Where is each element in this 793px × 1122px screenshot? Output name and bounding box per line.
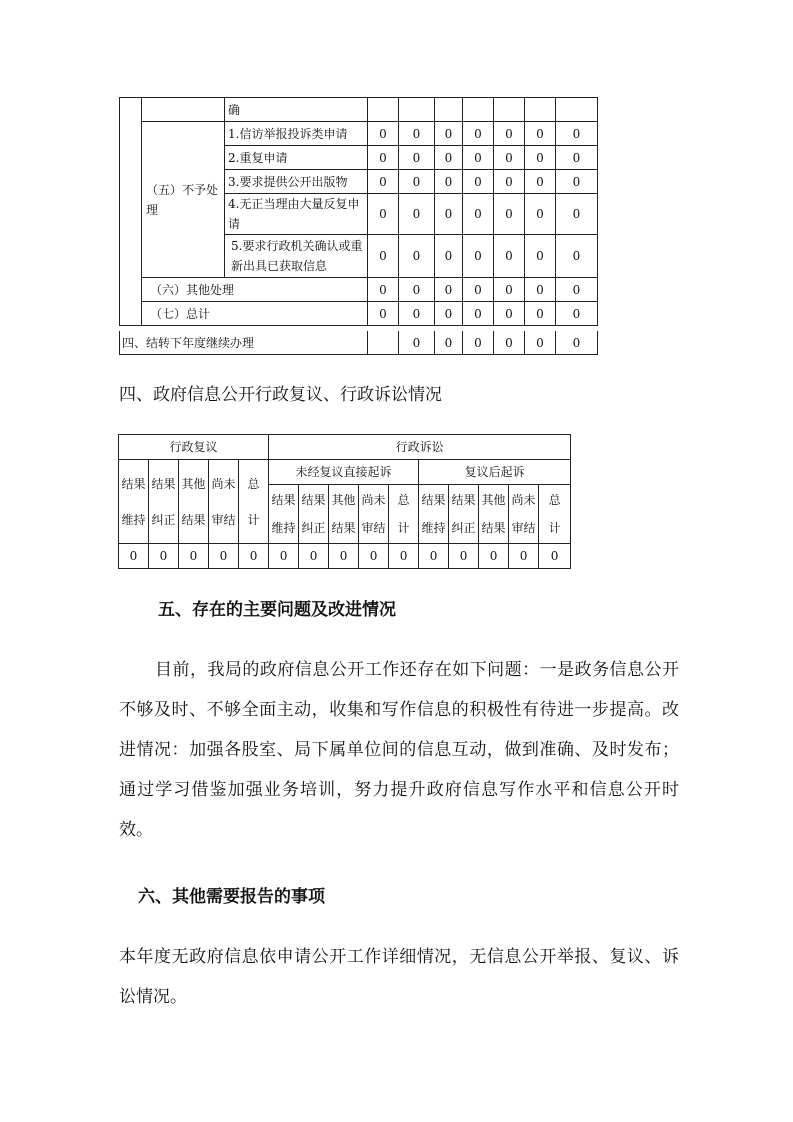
cell-value: 0	[435, 331, 463, 355]
sub-header: 结果 纠正	[449, 485, 479, 544]
cell-value: 0	[525, 122, 556, 146]
row-label: （七）总计	[142, 302, 368, 326]
cell-value: 0	[525, 302, 556, 326]
cell-value: 0	[463, 122, 494, 146]
cell-value: 0	[463, 235, 494, 278]
sub-header: 总 计	[539, 485, 571, 544]
cell-value: 0	[399, 235, 435, 278]
litigation-header: 行政诉讼	[269, 435, 571, 460]
sub-header: 尚未 审结	[209, 460, 239, 544]
cell-value: 0	[435, 146, 463, 170]
cell-value: 0	[463, 331, 494, 355]
cell-value: 0	[494, 146, 525, 170]
cell-value: 0	[435, 235, 463, 278]
processing-results-table	[119, 97, 598, 326]
sub-header: 结果 纠正	[299, 485, 329, 544]
cell-value: 0	[479, 544, 509, 569]
sub-header: 其他 结果	[179, 460, 209, 544]
table-row	[120, 122, 598, 146]
cell-value: 0	[463, 146, 494, 170]
group-cell	[142, 98, 225, 122]
cell-value: 0	[399, 122, 435, 146]
cell-value: 0	[269, 544, 299, 569]
sub-header: 总 计	[389, 485, 419, 544]
cell-value: 0	[463, 194, 494, 235]
row-label: 4.无正当理由大量反复申请	[225, 194, 368, 235]
cell-value: 0	[239, 544, 269, 569]
cell-value: 0	[556, 146, 598, 170]
cell-value: 0	[494, 331, 525, 355]
cell-value: 0	[556, 278, 598, 302]
cell-value: 0	[556, 122, 598, 146]
table-header-row	[119, 435, 571, 460]
cell-value: 0	[525, 331, 556, 355]
cell-value: 0	[399, 302, 435, 326]
cell-value: 0	[435, 278, 463, 302]
cell-value: 0	[556, 194, 598, 235]
cell-value: 0	[539, 544, 571, 569]
review-header: 行政复议	[119, 435, 269, 460]
section4-title: 四、政府信息公开行政复议、行政诉讼情况	[119, 385, 442, 405]
cell-value: 0	[435, 302, 463, 326]
cell-value: 0	[494, 122, 525, 146]
cell-value: 0	[494, 194, 525, 235]
carryover-row-table	[119, 331, 598, 355]
table-row	[120, 302, 598, 326]
row-label: 2.重复申请	[225, 146, 368, 170]
cell-value: 0	[435, 170, 463, 194]
cell-value: 0	[525, 146, 556, 170]
cell-value: 0	[525, 170, 556, 194]
cell-value: 0	[556, 170, 598, 194]
cell-value: 0	[525, 194, 556, 235]
cell-value: 0	[179, 544, 209, 569]
cell-value: 0	[419, 544, 449, 569]
cell-value: 0	[368, 278, 399, 302]
group5-label: （五）不予处理	[142, 122, 225, 278]
sub-header: 尚未 审结	[359, 485, 389, 544]
row-label: （六）其他处理	[142, 278, 368, 302]
cell-value: 0	[494, 278, 525, 302]
cell-value: 0	[399, 278, 435, 302]
cell-value: 0	[368, 146, 399, 170]
table-row	[119, 544, 571, 569]
direct-litigation-header: 未经复议直接起诉	[269, 460, 419, 485]
sub-header: 总 计	[239, 460, 269, 544]
section5-body: 目前，我局的政府信息公开工作还存在如下问题：一是政务信息公开不够及时、不够全面主动，收集和写作信息的积极性有待进一步提高。改进情况：加强各股室、局下属单位间的信息互动，做到准确、及时发布；通过学习借鉴加强业务培训，努力提升政府信息写作水平和信息公开时效。	[119, 660, 679, 840]
cell-value: 0	[556, 235, 598, 278]
cell-value: 0	[399, 194, 435, 235]
cell-value: 0	[525, 235, 556, 278]
cell-value: 0	[463, 170, 494, 194]
cell-value: 0	[368, 170, 399, 194]
table-row	[120, 98, 598, 122]
cell-value: 0	[329, 544, 359, 569]
sub-header: 结果 维持	[419, 485, 449, 544]
row-label: 5.要求行政机关确认或重新出具已获取信息	[225, 235, 368, 278]
cell-value: 0	[435, 122, 463, 146]
cell-value: 0	[149, 544, 179, 569]
table-row	[120, 278, 598, 302]
outer-category-cell	[120, 98, 142, 326]
row-label: 3.要求提供公开出版物	[225, 170, 368, 194]
cell-value: 0	[119, 544, 149, 569]
sub-header: 其他 结果	[329, 485, 359, 544]
continued-label: 确	[225, 98, 368, 122]
cell-value: 0	[399, 170, 435, 194]
cell-value: 0	[399, 146, 435, 170]
cell-value: 0	[556, 302, 598, 326]
table-row	[120, 331, 598, 355]
cell-value: 0	[494, 170, 525, 194]
cell-value: 0	[368, 235, 399, 278]
section6-body: 本年度无政府信息依申请公开工作详细情况，无信息公开举报、复议、诉讼情况。	[119, 947, 679, 1007]
cell-value: 0	[209, 544, 239, 569]
row-label: 四、结转下年度继续办理	[120, 331, 368, 355]
cell-value: 0	[463, 302, 494, 326]
cell-value: 0	[525, 278, 556, 302]
review-litigation-table	[118, 434, 571, 569]
cell-value: 0	[494, 235, 525, 278]
row-label: 1.信访举报投诉类申请	[225, 122, 368, 146]
sub-header: 结果 纠正	[149, 460, 179, 544]
cell-value: 0	[494, 302, 525, 326]
cell-value: 0	[399, 331, 435, 355]
after-review-header: 复议后起诉	[419, 460, 571, 485]
sub-header: 结果 维持	[269, 485, 299, 544]
cell-value: 0	[368, 302, 399, 326]
sub-header: 结果 维持	[119, 460, 149, 544]
sub-header: 尚未 审结	[509, 485, 539, 544]
section6-title: 六、其他需要报告的事项	[138, 887, 325, 907]
section5-title: 五、存在的主要问题及改进情况	[158, 600, 396, 620]
cell-value: 0	[389, 544, 419, 569]
cell-value: 0	[556, 331, 598, 355]
cell-value: 0	[463, 278, 494, 302]
cell-value: 0	[368, 122, 399, 146]
cell-value: 0	[509, 544, 539, 569]
cell-value: 0	[299, 544, 329, 569]
table-header-row	[119, 460, 571, 485]
sub-header: 其他 结果	[479, 485, 509, 544]
cell-value: 0	[368, 194, 399, 235]
cell-value: 0	[435, 194, 463, 235]
cell-value: 0	[359, 544, 389, 569]
cell-value: 0	[449, 544, 479, 569]
